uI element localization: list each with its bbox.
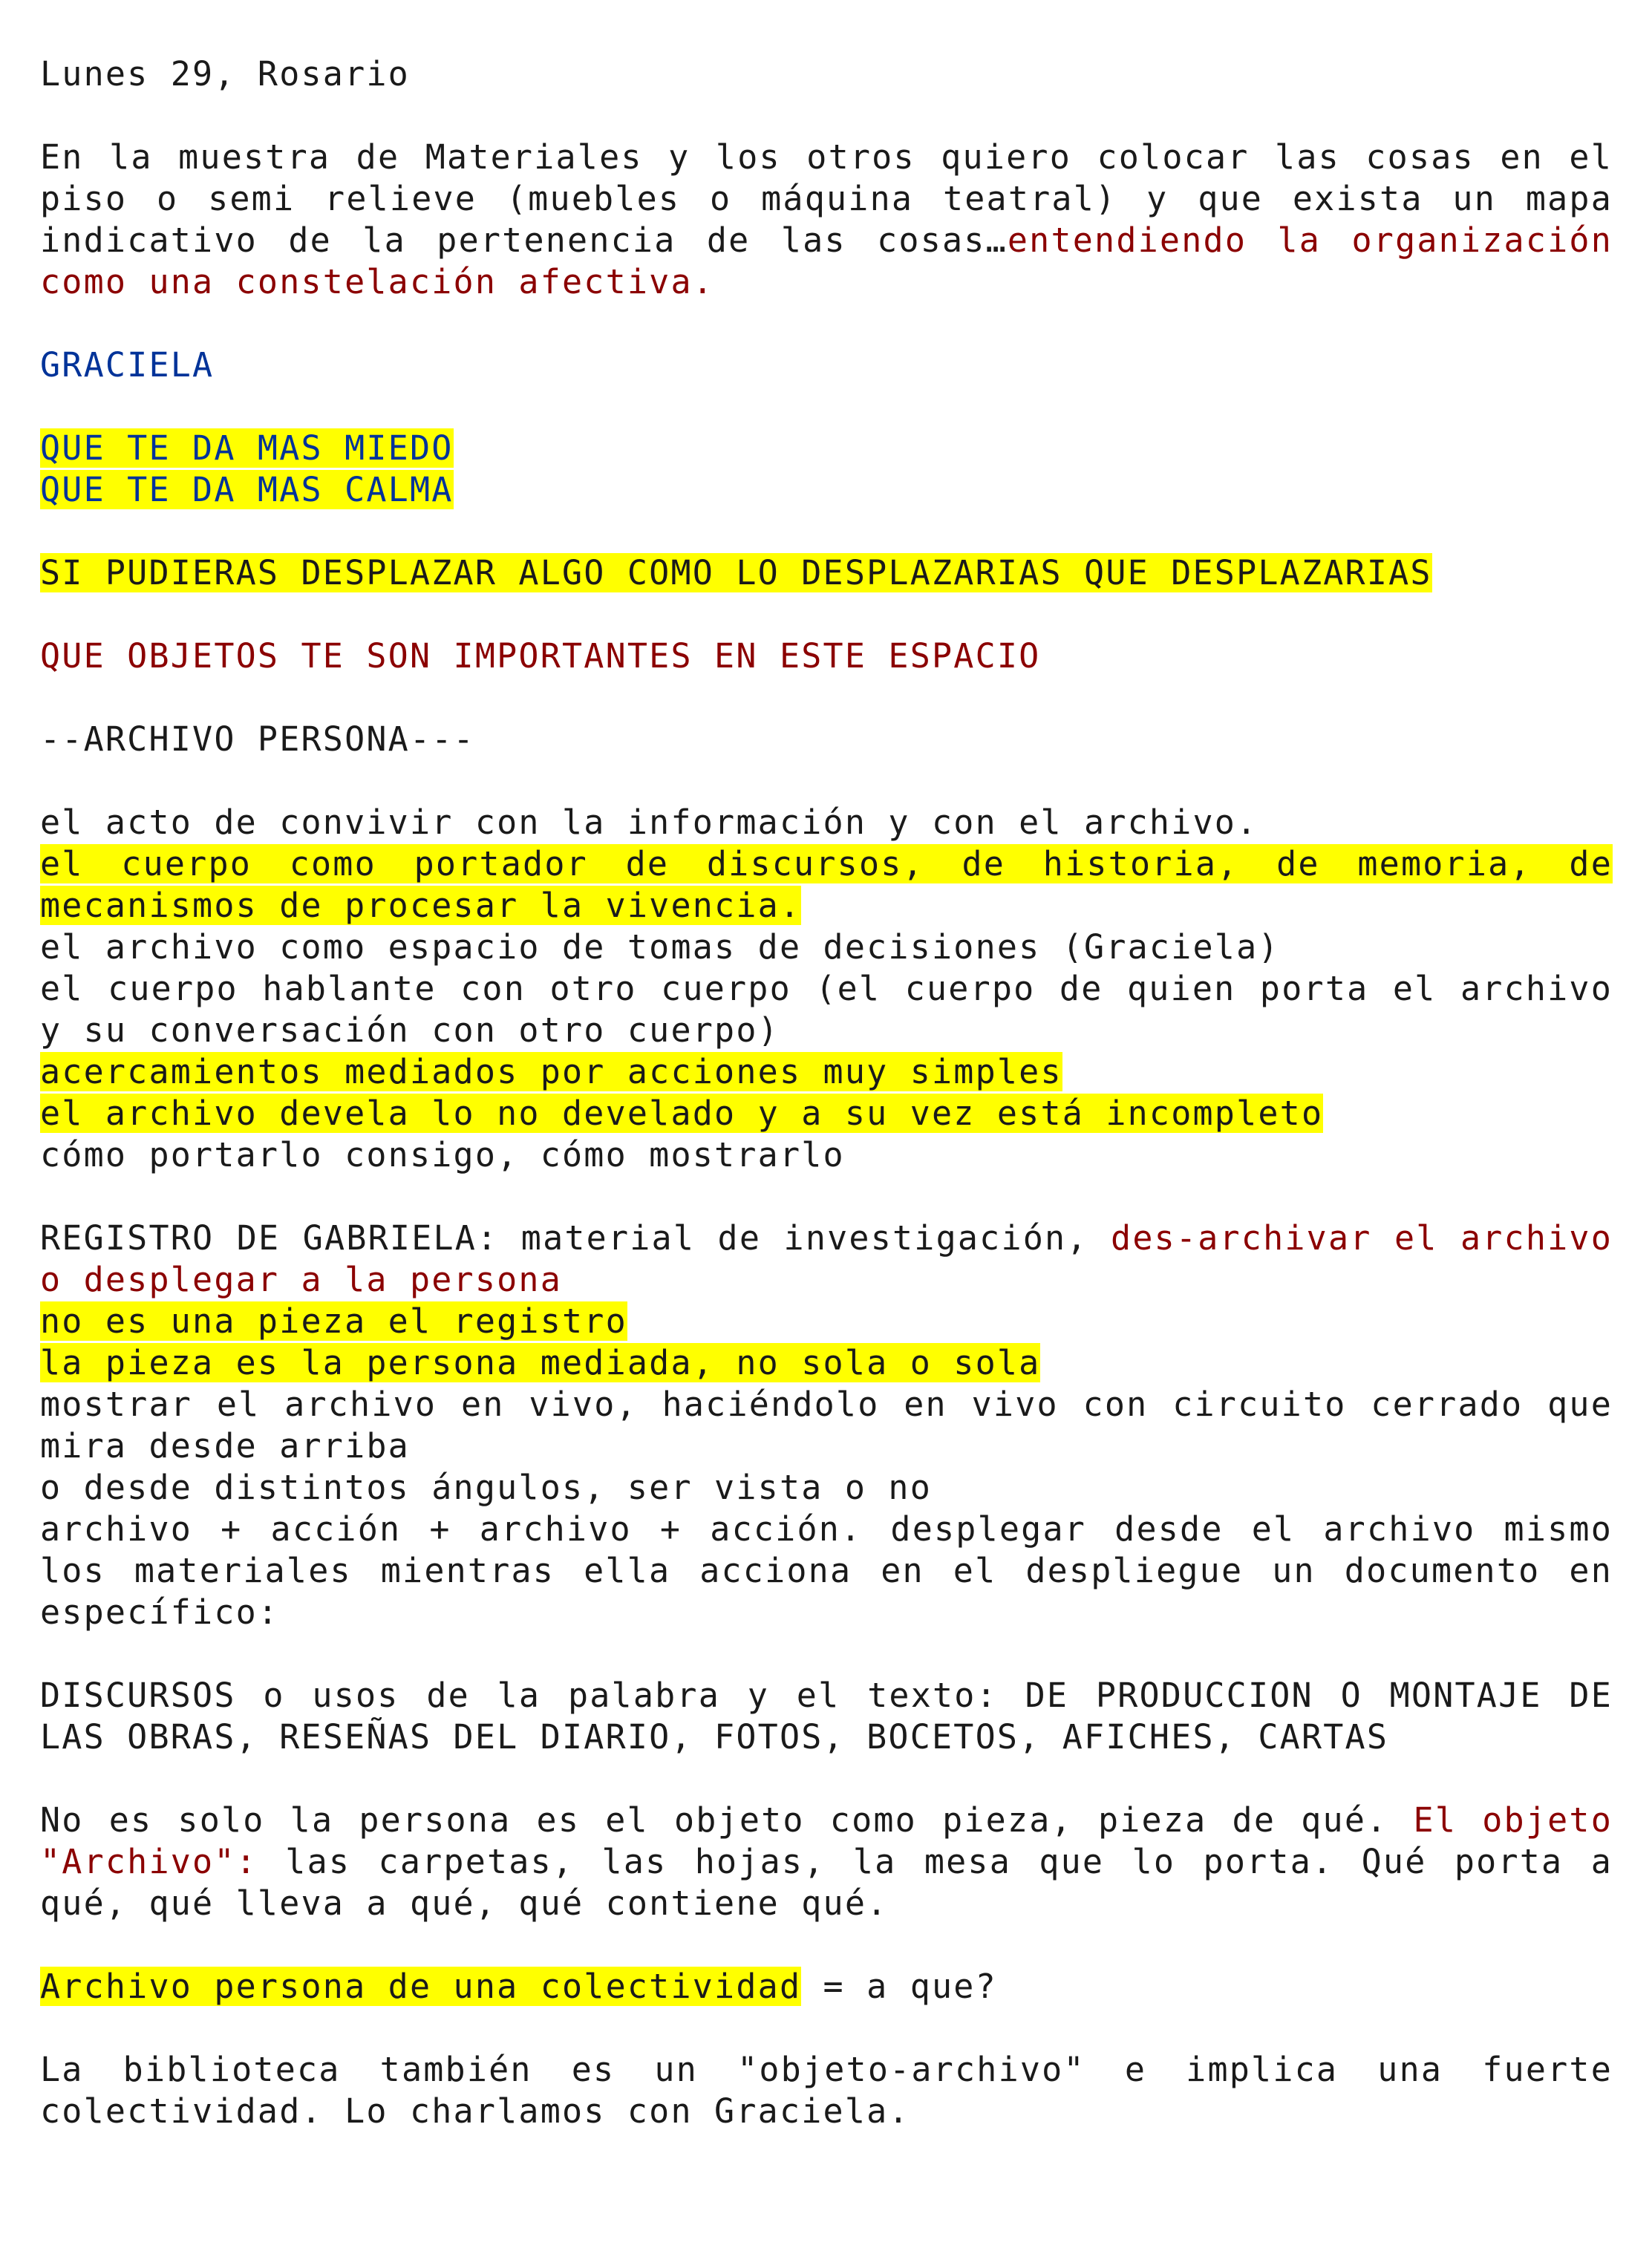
archivo-line-1: el acto de convivir con la información y con el archivo. bbox=[40, 803, 1258, 842]
question-miedo: QUE TE DA MAS MIEDO bbox=[40, 428, 454, 468]
colectividad-rest: = a que? bbox=[801, 1967, 997, 2006]
questions-block-1 bbox=[40, 428, 1613, 511]
archivo-line-7: cómo portarlo consigo, cómo mostrarlo bbox=[40, 1135, 845, 1174]
question-calma: QUE TE DA MAS CALMA bbox=[40, 470, 454, 509]
archivo-line-4: el cuerpo hablante con otro cuerpo (el cuerpo de quien porta el archivo y su conversación con otro cuerpo) bbox=[40, 969, 1613, 1050]
registro-line-5: archivo + acción + archivo + acción. desplegar desde el archivo mismo los materiales mientras ella acciona en el despliegue un documento en específico: bbox=[40, 1509, 1613, 1632]
question-desplazar-paragraph bbox=[40, 552, 1613, 594]
archivo-line-6: el archivo devela lo no develado y a su vez está incompleto bbox=[40, 1094, 1324, 1133]
intro-paragraph bbox=[40, 137, 1613, 303]
colectividad-highlight: Archivo persona de una colectividad bbox=[40, 1967, 802, 2006]
objeto-paragraph bbox=[40, 1800, 1613, 1924]
archivo-line-5-wrap bbox=[40, 1051, 1613, 1093]
intro-red-text: entendiendo la organización como una constelación afectiva. bbox=[40, 220, 1613, 301]
archivo-line-2-wrap bbox=[40, 843, 1613, 927]
registro-line-2: la pieza es la persona mediada, no sola o sola bbox=[40, 1343, 1041, 1382]
archivo-heading: --ARCHIVO PERSONA--- bbox=[40, 719, 475, 759]
objeto-rest: las carpetas, las hojas, la mesa que lo porta. Qué porta a qué, qué lleva a qué, qué contiene qué. bbox=[40, 1842, 1613, 1923]
registro-lead: REGISTRO DE GABRIELA: material de investigación, bbox=[40, 1218, 1111, 1258]
archivo-line-5: acercamientos mediados por acciones muy simples bbox=[40, 1052, 1062, 1091]
colectividad-paragraph bbox=[40, 1966, 1613, 2007]
biblioteca-paragraph: La biblioteca también es un "objeto-archivo" e implica una fuerte colectividad. Lo charlamos con Graciela. bbox=[40, 2050, 1613, 2131]
intro-text: En la muestra de Materiales y los otros quiero colocar las cosas en el piso o semi relieve (muebles o máquina teatral) y que exista un mapa indicativo de la pertenencia de las cosas… bbox=[40, 137, 1613, 260]
document-page bbox=[40, 53, 1613, 2132]
registro-lead-wrap bbox=[40, 1218, 1613, 1301]
objeto-red: El objeto "Archivo": bbox=[40, 1800, 1613, 1881]
date-line: Lunes 29, Rosario bbox=[40, 54, 410, 94]
archivo-line-2: el cuerpo como portador de discursos, de historia, de memoria, de mecanismos de procesar la vivencia. bbox=[40, 844, 1613, 925]
registro-lead-red: des-archivar el archivo o desplegar a la persona bbox=[40, 1218, 1613, 1299]
registro-block bbox=[40, 1218, 1613, 1633]
registro-line-4: o desde distintos ángulos, ser vista o no bbox=[40, 1468, 932, 1507]
archivo-list bbox=[40, 802, 1613, 1176]
registro-line-1-wrap bbox=[40, 1301, 1613, 1342]
registro-line-3: mostrar el archivo en vivo, haciéndolo en vivo con circuito cerrado que mira desde arriba bbox=[40, 1385, 1613, 1466]
discursos-paragraph: DISCURSOS o usos de la palabra y el texto: DE PRODUCCION O MONTAJE DE LAS OBRAS, RESEÑAS DEL DIARIO, FOTOS, BOCETOS, AFICHES, CARTAS bbox=[40, 1676, 1613, 1757]
archivo-line-3: el archivo como espacio de tomas de decisiones (Graciela) bbox=[40, 927, 1280, 967]
archivo-line-6-wrap bbox=[40, 1093, 1613, 1134]
question-objetos: QUE OBJETOS TE SON IMPORTANTES EN ESTE ESPACIO bbox=[40, 636, 1041, 676]
registro-line-2-wrap bbox=[40, 1342, 1613, 1384]
graciela-heading: GRACIELA bbox=[40, 345, 215, 385]
registro-line-1: no es una pieza el registro bbox=[40, 1301, 627, 1341]
question-desplazar: SI PUDIERAS DESPLAZAR ALGO COMO LO DESPLAZARIAS QUE DESPLAZARIAS bbox=[40, 553, 1432, 592]
objeto-lead: No es solo la persona es el objeto como pieza, pieza de qué. bbox=[40, 1800, 1414, 1840]
